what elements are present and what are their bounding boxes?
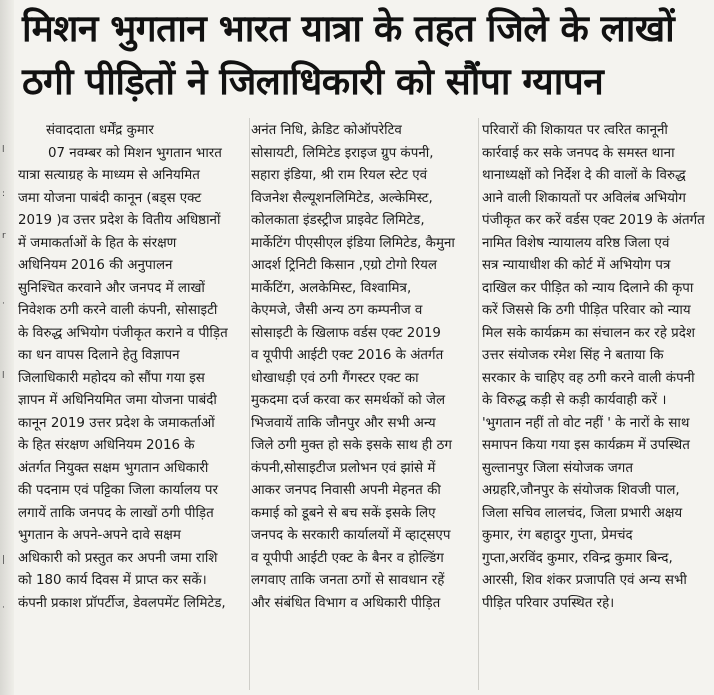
- text-line: के हित संरक्षण अधिनियम 2016 के: [18, 438, 195, 453]
- text-line: भिजवायें ताकि जौनपुर और सभी अन्य: [251, 415, 436, 431]
- text-line: कंपनी,सोसाइटीज प्रलोभन एवं झांसे में: [251, 460, 436, 476]
- text-line: दाखिल कर पीड़ित को न्याय दिलाने की कृपा: [482, 280, 694, 296]
- edge-fragment: |: [2, 555, 6, 565]
- text-line: उत्तर संयोजक रमेश सिंह ने बताया कि: [482, 348, 664, 363]
- text-line: करें जिससे कि ठगी पीड़ित परिवार को न्याय: [482, 303, 691, 318]
- text-line: नामित विशेष न्यायालय वरिष्ठ जिला एवं: [482, 235, 670, 251]
- text-line: विजनेश सैल्यूशनलिमिटेड, अल्केमिस्ट,: [251, 190, 433, 206]
- text-line: कानून 2019 उत्तर प्रदेश के जमाकर्ताओं: [18, 415, 215, 431]
- text-line: आकर जनपद निवासी अपनी मेहनत की: [251, 483, 441, 498]
- text-line: कोलकाता इंडस्ट्रीज प्राइवेट लिमिटेड,: [251, 213, 425, 228]
- text-line: सहारा इंडिया, श्री राम रियल स्टेट एवं: [251, 168, 428, 183]
- edge-fragment: :: [2, 189, 6, 199]
- text-line: का धन वापस दिलाने हेतु विज्ञापन: [18, 348, 180, 363]
- text-line: कुमार, रंग बहादुर गुप्ता, प्रेमचंद: [482, 528, 633, 543]
- text-line: के विरुद्ध अभियोग पंजीकृत कराने व पीड़ित: [18, 325, 228, 341]
- text-line: सोसायटी, लिमिटेड इराइज ग्रुप कंपनी,: [251, 145, 434, 161]
- text-line: आदर्श ट्रिनिटी किसान ,एग्रो टोगो रियल: [251, 258, 437, 273]
- text-line: जनपद के सरकारी कार्यालयों में व्हाट्सएप: [251, 528, 451, 543]
- text-line: ज्ञापन में अधिनियमित जमा योजना पाबंदी: [18, 393, 217, 408]
- headline: [22, 2, 712, 108]
- text-line: लगायें ताकि जनपद के लाखों ठगी पीड़ित: [18, 505, 214, 521]
- text-line: और संबंधित विभाग व अधिकारी पीड़ित: [251, 595, 441, 611]
- text-line: मिल सके कार्यक्रम का संचालन कर रहे प्रदेश: [482, 325, 695, 341]
- text-line: 07 नवम्बर को मिशन भुगतान भारत: [48, 145, 222, 161]
- text-line: के विरुद्ध कड़ी से कड़ी कार्यवाही करें ।: [482, 393, 667, 408]
- text-line: की पदनाम एवं पट्टिका जिला कार्यालय पर: [18, 483, 219, 498]
- text-line: सरकार के चाहिए वह ठगी करने वाली कंपनी: [482, 370, 695, 386]
- edge-fragment: l: [2, 145, 5, 155]
- text-line: अधिकारी को प्रस्तुत कर अपनी जमा राशि: [18, 550, 218, 566]
- edge-fragment: ·: [2, 603, 5, 613]
- column-separator: [478, 118, 479, 690]
- text-line: यात्रा सत्याग्रह के माध्यम से अनियमित: [18, 168, 200, 183]
- text-line: सुल्तानपुर जिला संयोजक जगत: [482, 460, 633, 476]
- text-line: जिले ठगी मुक्त हो सके इसके साथ ही ठग: [251, 438, 452, 453]
- text-line: कार्रवाई कर सके जनपद के समस्त थाना: [482, 145, 675, 161]
- text-line: अधिनियम 2016 की अनुपालन: [18, 258, 173, 273]
- text-line: सत्र न्यायाधीश की कोर्ट में अभियोग पत्र: [482, 258, 671, 273]
- text-line: लगवाए ताकि जनता ठगों से सावधान रहें: [251, 573, 445, 588]
- text-line: भुगतान के अपने-अपने दावे सक्षम: [18, 528, 181, 543]
- text-line: 'भुगतान नहीं तो वोट नहीं ' के नारों के साथ: [482, 415, 690, 431]
- text-line: सुनिश्चित करवाने और जनपद में लाखों: [18, 280, 205, 296]
- text-line: मुकदमा दर्ज करवा कर समर्थकों को जेल: [251, 393, 446, 408]
- edge-fragment: r: [2, 231, 6, 241]
- text-line: में जमाकर्ताओं के हित के संरक्षण: [18, 235, 177, 251]
- text-line: सोसाइटी के खिलाफ वर्डस एक्ट 2019: [251, 325, 441, 341]
- text-line: व यूपीपी आईटी एक्ट के बैनर व होल्डिंग: [251, 550, 444, 566]
- text-line: जमा योजना पाबंदी कानून (बड्स एक्ट: [18, 190, 202, 206]
- text-line: अनंत निधि, क्रेडिट कोऑपरेटिव: [251, 123, 402, 138]
- article-column-2: [251, 120, 476, 615]
- text-line: कंपनी प्रकाश प्रॉपर्टीज, डेवलपमेंट लिमिटेड,: [18, 595, 226, 611]
- text-line: अग्रहरि,जौनपुर के संयोजक शिवजी पाल,: [482, 483, 680, 498]
- page-left-edge: [0, 0, 14, 695]
- text-line: जिला सचिव लालचंद, जिला प्रभारी अक्षय: [482, 505, 683, 521]
- text-line: 2019 )व उत्तर प्रदेश के वितीय अधिष्ठानों: [18, 213, 221, 228]
- text-line: परिवारों की शिकायत पर त्वरित कानूनी: [482, 123, 668, 138]
- text-line: अंतर्गत नियुक्त सक्षम भुगतान अधिकारी: [18, 460, 209, 476]
- text-line: केएमजे, जैसी अन्य ठग कम्पनीज व: [251, 303, 423, 318]
- text-line: आरसी, शिव शंकर प्रजापति एवं अन्य सभी: [482, 573, 687, 588]
- text-line: थानाध्यक्षों को निर्देश दे की वालों के विरुद्ध: [482, 168, 686, 183]
- text-line: निवेशक ठगी करने वाली कंपनी, सोसाइटी: [18, 303, 218, 318]
- text-line: गुप्ता,अरविंद कुमार, रविन्द्र कुमार बिन्द,: [482, 550, 673, 566]
- text-line: पीड़ित परिवार उपस्थित रहे।: [482, 595, 615, 611]
- edge-fragment: ·: [2, 299, 5, 309]
- text-line: मार्केटिंग पीएसीएल इंडिया लिमिटेड, कैमुना: [251, 235, 455, 251]
- text-line: आने वाली शिकायतों पर अविलंब अभियोग: [482, 190, 686, 206]
- text-line: व यूपीपी आईटी एक्ट 2016 के अंतर्गत: [251, 348, 444, 363]
- text-line: पंजीकृत कर करें वर्डस एक्ट 2019 के अंतर्गत: [482, 213, 705, 228]
- article-column-1: [18, 120, 250, 615]
- text-line: को 180 कार्य दिवस में प्राप्त कर सकें।: [18, 573, 207, 588]
- byline: संवाददाता धर्मेंद्र कुमार: [46, 123, 154, 138]
- headline-line-2: ठगी पीड़ितों ने जिलाधिकारी को सौंपा ग्यापन: [22, 60, 604, 103]
- headline-line-1: मिशन भुगतान भारत यात्रा के तहत जिले के लाखों: [22, 7, 675, 50]
- text-line: धोखाधड़ी एवं ठगी गैंगस्टर एक्ट का: [251, 370, 419, 386]
- article-column-3: [482, 120, 708, 615]
- text-line: समापन किया गया इस कार्यक्रम में उपस्थित: [482, 438, 690, 453]
- text-line: जिलाधिकारी महोदय को सौंपा गया इस: [18, 370, 205, 386]
- text-line: मार्केटिंग, अलकेमिस्ट, विश्वामित्र,: [251, 280, 412, 296]
- text-line: कमाई को डूबने से बच सकें इसके लिए: [251, 505, 436, 521]
- edge-fragment: l: [2, 371, 5, 381]
